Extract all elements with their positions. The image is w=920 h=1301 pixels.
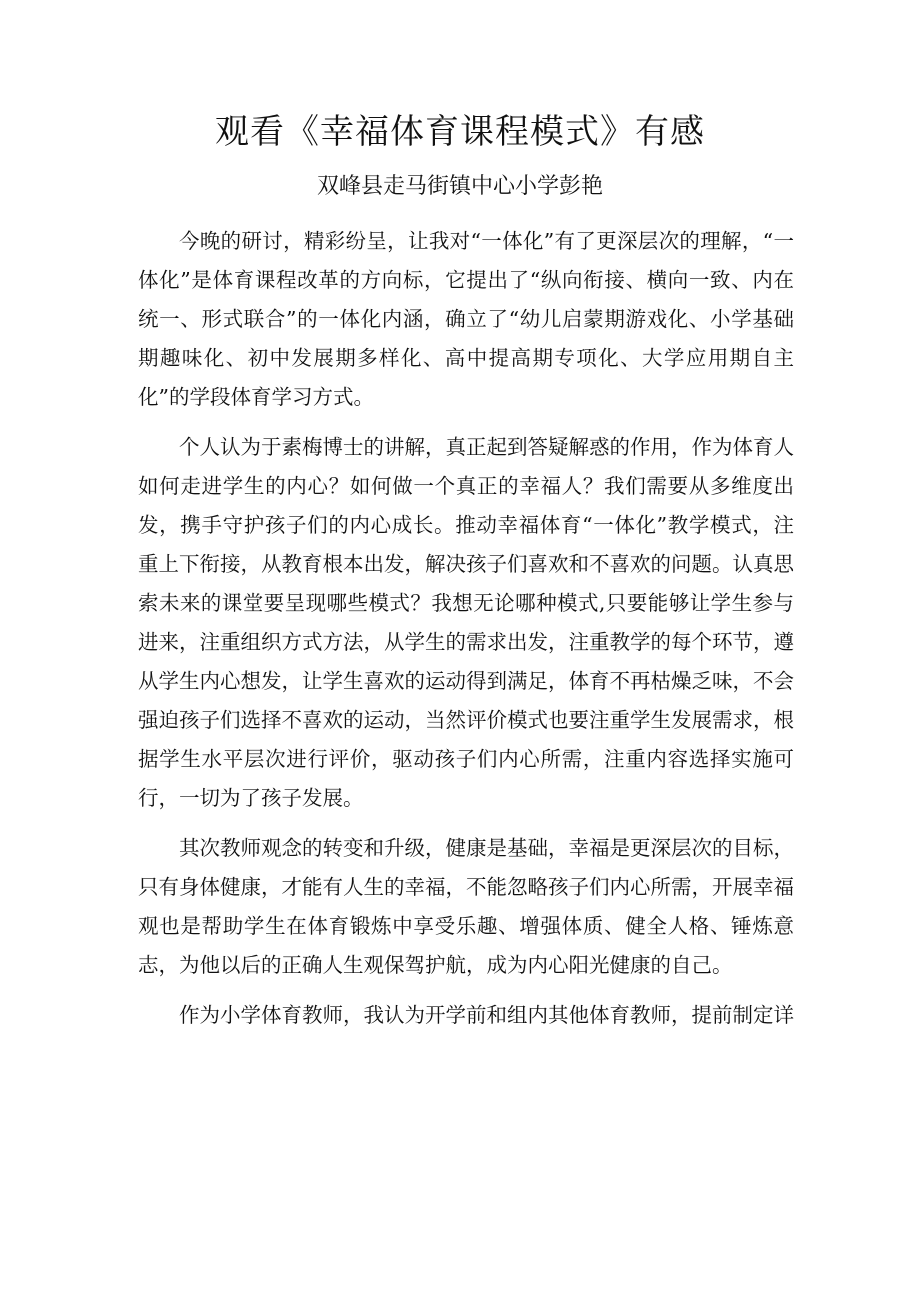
document-body bbox=[138, 222, 794, 1035]
document-title: 观看《幸福体育课程模式》有感 bbox=[215, 112, 705, 152]
document-author: 双峰县走马街镇中心小学彭艳 bbox=[316, 174, 603, 199]
paragraph: 今晚的研讨，精彩纷呈，让我对“一体化”有了更深层次的理解，“一体化”是体育课程改革的方向标，它提出了“纵向衔接、横向一致、内在统一、形式联合”的一体化内涵，确立了“幼儿启蒙期游戏化、小学基础期趣味化、初中发展期多样化、高中提高期专项化、大学应用期自主化”的学段体育学习方式。 bbox=[138, 229, 794, 409]
paragraph: 其次教师观念的转变和升级，健康是基础，幸福是更深层次的目标，只有身体健康，才能有人生的幸福，不能忽略孩子们内心所需，开展幸福观也是帮助学生在体育锻炼中享受乐趣、增强体质、健全人格、锤炼意志，为他以后的正确人生观保驾护航，成为内心阳光健康的自己。 bbox=[138, 836, 794, 977]
paragraph: 个人认为于素梅博士的讲解，真正起到答疑解惑的作用，作为体育人如何走进学生的内心？如何做一个真正的幸福人？我们需要从多维度出发，携手守护孩子们的内心成长。推动幸福体育“一体化”教学模式，注重上下衔接，从教育根本出发，解决孩子们喜欢和不喜欢的问题。认真思索未来的课堂要呈现哪些模式？我想无论哪种模式,只要能够让学生参与进来，注重组织方式方法，从学生的需求出发，注重教学的每个环节，遵从学生内心想发，让学生喜欢的运动得到满足，体育不再枯燥乏味，不会强迫孩子们选择不喜欢的运动，当然评价模式也要注重学生发展需求，根据学生水平层次进行评价，驱动孩子们内心所需，注重内容选择实施可行，一切为了孩子发展。 bbox=[138, 435, 794, 810]
paragraph: 作为小学体育教师，我认为开学前和组内其他体育教师，提前制定详 bbox=[179, 1003, 794, 1027]
